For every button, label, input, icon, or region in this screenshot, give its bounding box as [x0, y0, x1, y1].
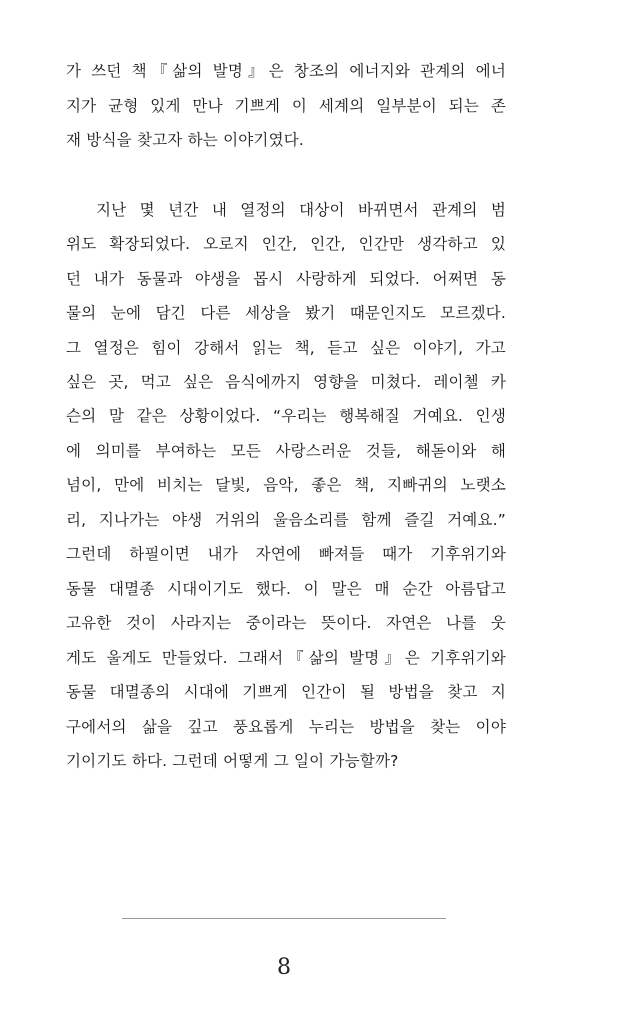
text-line: 지난 몇 년간 내 열정의 대상이 바뀌면서 관계의 범 — [96, 201, 506, 219]
text-line: 게도 울게도 만들었다. 그래서『삶의 발명』은 기후위기와 — [66, 649, 506, 667]
text-line: 위도 확장되었다. 오로지 인간, 인간, 인간만 생각하고 있 — [66, 235, 506, 253]
text-line: 넘이, 만에 비치는 달빛, 음악, 좋은 책, 지빠귀의 노랫소 — [66, 476, 506, 494]
text-line: 고유한 것이 사라지는 중이라는 뜻이다. 자연은 나를 웃 — [66, 614, 506, 632]
text-line: 슨의 말 같은 상황이었다. “우리는 행복해질 거예요. 인생 — [66, 407, 506, 425]
page-number: 8 — [277, 955, 291, 980]
text-line: 구에서의 삶을 깊고 풍요롭게 누리는 방법을 찾는 이야 — [66, 718, 506, 736]
text-line: 기이기도 하다. 그런데 어떻게 그 일이 가능할까? — [66, 752, 399, 770]
text-line: 에 의미를 부여하는 모든 사랑스러운 것들, 해돋이와 해 — [66, 442, 506, 460]
text-line: 싶은 곳, 먹고 싶은 음식에까지 영향을 미쳤다. 레이첼 카 — [66, 373, 506, 391]
text-line: 지가 균형 있게 만나 기쁘게 이 세계의 일부분이 되는 존 — [66, 97, 506, 115]
text-line: 동물 대멸종 시대이기도 했다. 이 말은 매 순간 아름답고 — [66, 580, 506, 598]
text-line: 물의 눈에 담긴 다른 세상을 봤기 때문인지도 모르겠다. — [66, 304, 506, 322]
text-line: 던 내가 동물과 야생을 몹시 사랑하게 되었다. 어쩌면 동 — [66, 270, 506, 288]
text-line: 동물 대멸종의 시대에 기쁘게 인간이 될 방법을 찾고 지 — [66, 683, 506, 701]
text-line: 그 열정은 힘이 강해서 읽는 책, 듣고 싶은 이야기, 가고 — [66, 339, 506, 357]
text-line: 리, 지나가는 야생 거위의 울음소리를 함께 즐길 거예요.” — [66, 511, 506, 529]
text-line: 그런데 하필이면 내가 자연에 빠져들 때가 기후위기와 — [66, 545, 506, 563]
text-line: 재 방식을 찾고자 하는 이야기였다. — [66, 131, 305, 149]
footer-divider — [122, 918, 446, 919]
text-line: 가 쓰던 책『삶의 발명』은 창조의 에너지와 관계의 에너 — [66, 62, 506, 80]
